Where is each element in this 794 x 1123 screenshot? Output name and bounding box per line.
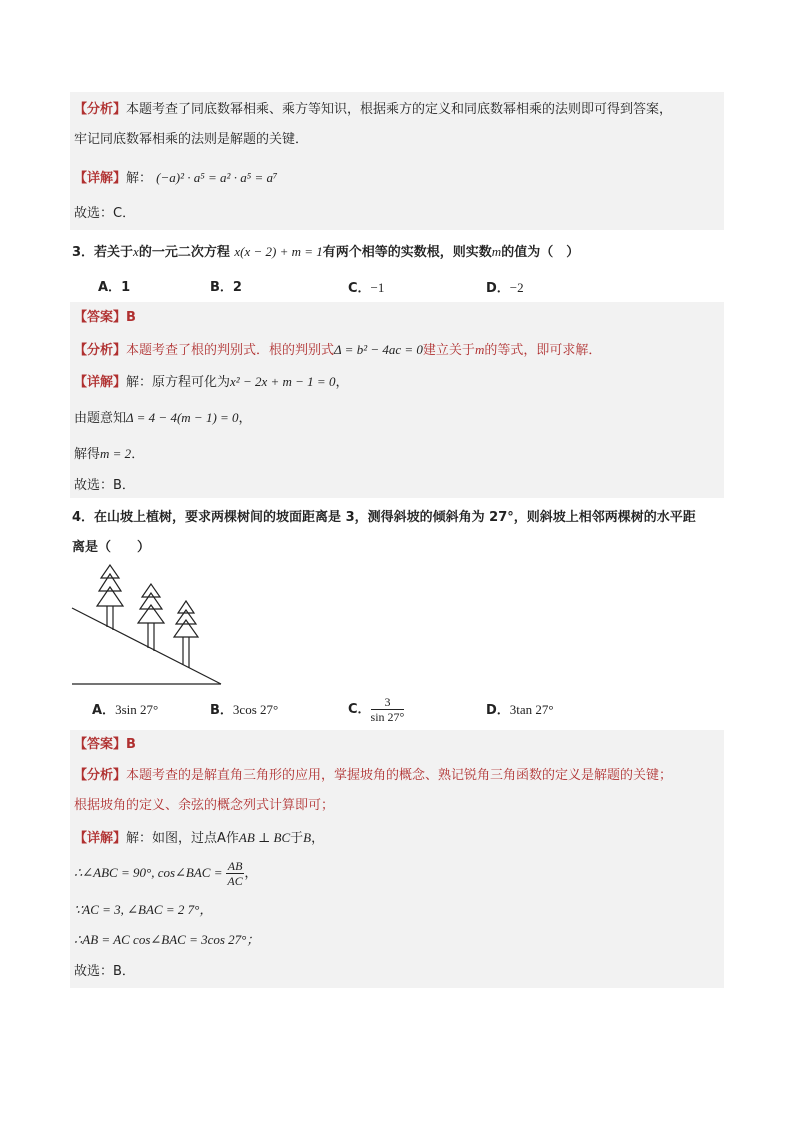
q3-equation: x(x − 2) + m = 1 [234,244,323,259]
q3-option-a[interactable]: A．1 [98,280,131,295]
q3-stem: 3．若关于x的一元二次方程 x(x − 2) + m = 1有两个相等的实数根，则实数m的值为（ ） [72,244,580,260]
slope-tree-figure [70,560,230,690]
tree-2 [138,584,164,651]
q3-analysis-line: 【分析】本题考查了根的判别式．根的判别式Δ = b² − 4ac = 0建立关于m的等式，即可求解． [74,342,602,358]
q2-analysis-line1 [74,100,672,120]
tree-3 [174,601,198,668]
q4-choose-line: 故选：B． [74,964,135,979]
q3-detail-line1: 【详解】解：原方程可化为x² − 2x + m − 1 = 0， [74,374,349,390]
q4-analysis-line2: 根据坡角的定义、余弦的概念列式计算即可； [74,798,335,813]
q4-option-c[interactable]: C． $\frac{3}{\sin 27^\circ}$ [348,695,405,724]
q3-choose-line: 故选：B． [74,478,135,493]
q4-answer-line: 【答案】B [74,737,136,752]
answer-value: B [126,310,136,325]
q4-analysis-line1: 【分析】本题考查的是解直角三角形的应用，掌握坡角的概念、熟记锐角三角函数的定义是解题的关键； [74,768,673,783]
q2-detail-line: 【详解】解： (−a)² · a⁵ = a² · a⁵ = a⁷ [74,170,278,186]
answer-tag: 【答案】 [74,310,127,325]
detail-expression: (−a)² · a⁵ = a² · a⁵ = a⁷ [156,170,278,185]
q3-option-d[interactable]: D．−2 [486,280,524,296]
q4-detail-line2: ∴∠ABC = 90°, cos∠BAC = $\frac{AB}{AC}$ ， [74,859,258,888]
tree-1 [97,565,123,630]
analysis-text: 本题考查了同底数幂相乘、乘方等知识，根据乘方的定义和同底数幂相乘的法则即可得到答案， [126,102,673,117]
q4-detail-line1: 【详解】解：如图，过点A作AB ⊥ BC于B， [74,830,325,846]
detail-tag: 【详解】 [74,171,127,186]
q3-answer-line [74,308,136,328]
q3-detail-line2: 由题意知Δ = 4 − 4(m − 1) = 0， [74,410,252,426]
q3-option-c[interactable]: C．−1 [348,280,385,296]
q4-option-d[interactable]: D．3tan 27° [486,702,554,718]
q4-stem-line2: 离是（ ） [72,540,151,555]
slope-line [72,608,221,684]
analysis-tag: 【分析】 [74,102,127,117]
q4-detail-line3: ∵AC = 3, ∠BAC = 2 7°， [74,902,213,917]
q4-detail-line4: ∴AB = AC cos∠BAC = 3cos 27°； [74,932,260,947]
q3-solution-block [70,302,724,498]
q2-choose-line: 故选：C． [74,206,136,221]
q4-option-a[interactable]: A．3sin 27° [92,702,159,718]
q3-option-b[interactable]: B．2 [210,280,242,295]
q4-option-b[interactable]: B．3cos 27° [210,702,279,718]
q4-stem-line1: 4．在山坡上植树，要求两棵树间的坡面距离是 3，测得斜坡的倾斜角为 27°，则斜坡上相邻两棵树的水平距 [72,510,696,525]
q3-detail-line3: 解得m = 2． [74,446,145,462]
q2-analysis-line2: 牢记同底数幂相乘的法则是解题的关键． [74,132,309,147]
